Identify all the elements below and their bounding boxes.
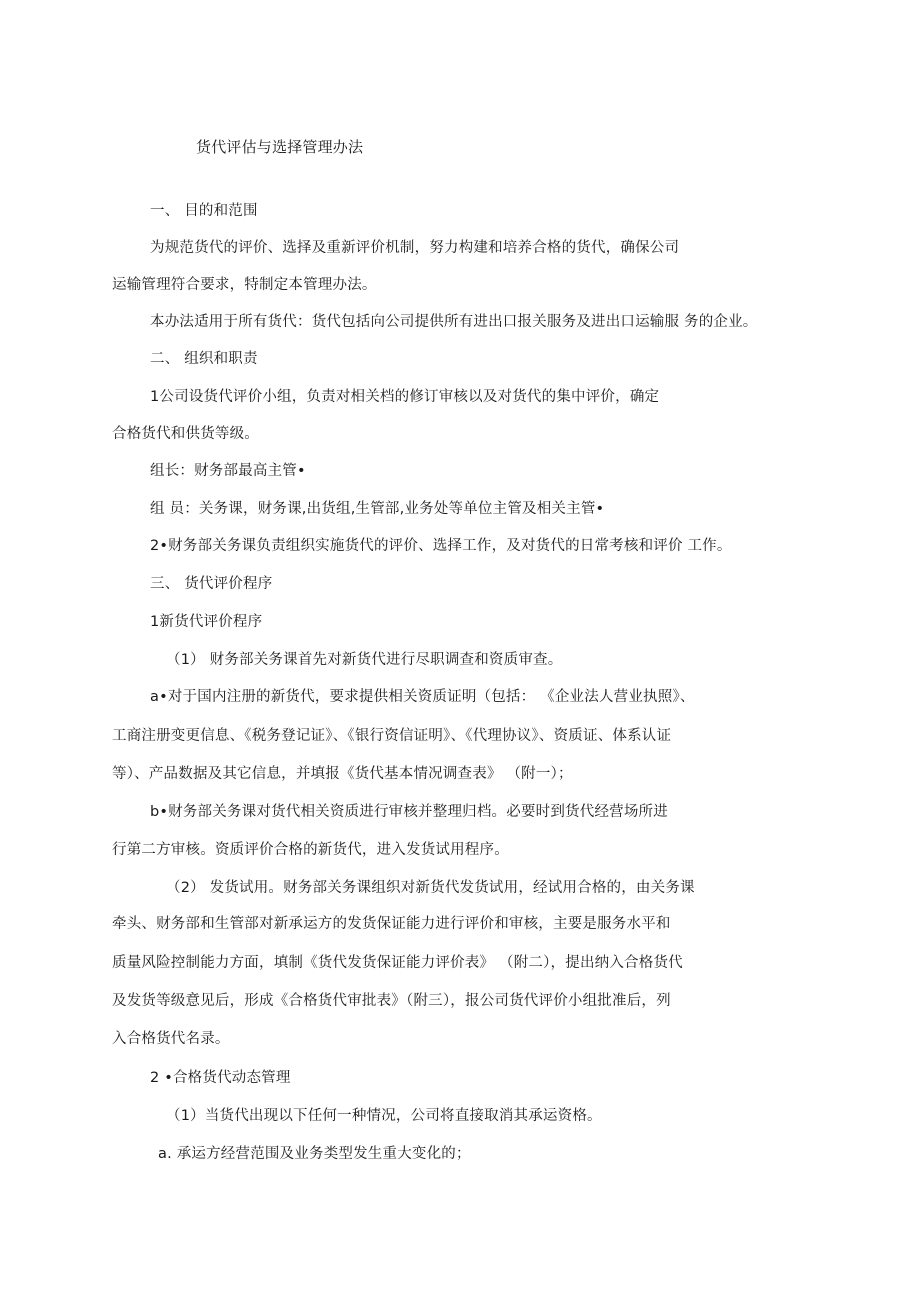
paragraph-line: b•财务部关务课对货代相关资质进行审核并整理归档。必要时到货代经营场所进	[150, 804, 668, 820]
paragraph-line: 及发货等级意见后，形成《合格货代审批表》（附三），报公司货代评价小组批准后，列	[112, 993, 671, 1009]
paragraph-line: 组 员：关务课，财务课,出货组,生管部,业务处等单位主管及相关主管•	[150, 501, 605, 517]
paragraph-line: 本办法适用于所有货代：货代包括向公司提供所有进出口报关服务及进出口运输服 务的企业。	[150, 314, 758, 330]
subheading: 1新货代评价程序	[150, 614, 263, 630]
paragraph-line: 组长：财务部最高主管•	[150, 463, 306, 479]
paragraph-line: 运输管理符合要求，特制定本管理办法。	[112, 277, 377, 293]
paragraph-line: a•对于国内注册的新货代，要求提供相关资质证明（包括： 《企业法人营业执照》、	[150, 689, 695, 705]
paragraph-line: （2） 发货试用。财务部关务课组织对新货代发货试用，经试用合格的，由关务课	[166, 880, 695, 896]
document-title: 货代评估与选择管理办法	[196, 138, 364, 156]
section-heading-3: 三、 货代评价程序	[150, 576, 273, 592]
paragraph-line: 2•财务部关务课负责组织实施货代的评价、选择工作，及对货代的日常考核和评价 工作。	[150, 538, 732, 554]
paragraph-line: a. 承运方经营范围及业务类型发生重大变化的；	[158, 1146, 471, 1162]
paragraph-line: 等）、产品数据及其它信息，并填报《货代基本情况调查表》 （附一）；	[112, 766, 573, 782]
paragraph-line: 行第二方审核。资质评价合格的新货代，进入发货试用程序。	[112, 842, 509, 858]
subheading: 2 •合格货代动态管理	[150, 1070, 291, 1086]
paragraph-line: 工商注册变更信息、《税务登记证》、《银行资信证明》、《代理协议》、资质证、体系认证	[112, 728, 672, 744]
paragraph-line: （1）当货代出现以下任何一种情况，公司将直接取消其承运资格。	[166, 1108, 602, 1124]
paragraph-line: 质量风险控制能力方面，填制《货代发货保证能力评价表》 （附二），提出纳入合格货代	[112, 955, 683, 971]
paragraph-line: 1公司设货代评价小组，负责对相关档的修订审核以及对货代的集中评价，确定	[150, 389, 660, 405]
paragraph-line: 入合格货代名录。	[112, 1031, 230, 1047]
paragraph-line: （1） 财务部关务课首先对新货代进行尽职调查和资质审查。	[166, 652, 563, 668]
paragraph-line: 为规范货代的评价、选择及重新评价机制，努力构建和培养合格的货代，确保公司	[150, 240, 680, 256]
section-heading-2: 二、 组织和职责	[150, 351, 258, 367]
section-heading-1: 一、 目的和范围	[150, 203, 258, 219]
paragraph-line: 牵头、财务部和生管部对新承运方的发货保证能力进行评价和审核，主要是服务水平和	[112, 916, 671, 932]
paragraph-line: 合格货代和供货等级。	[112, 426, 259, 442]
